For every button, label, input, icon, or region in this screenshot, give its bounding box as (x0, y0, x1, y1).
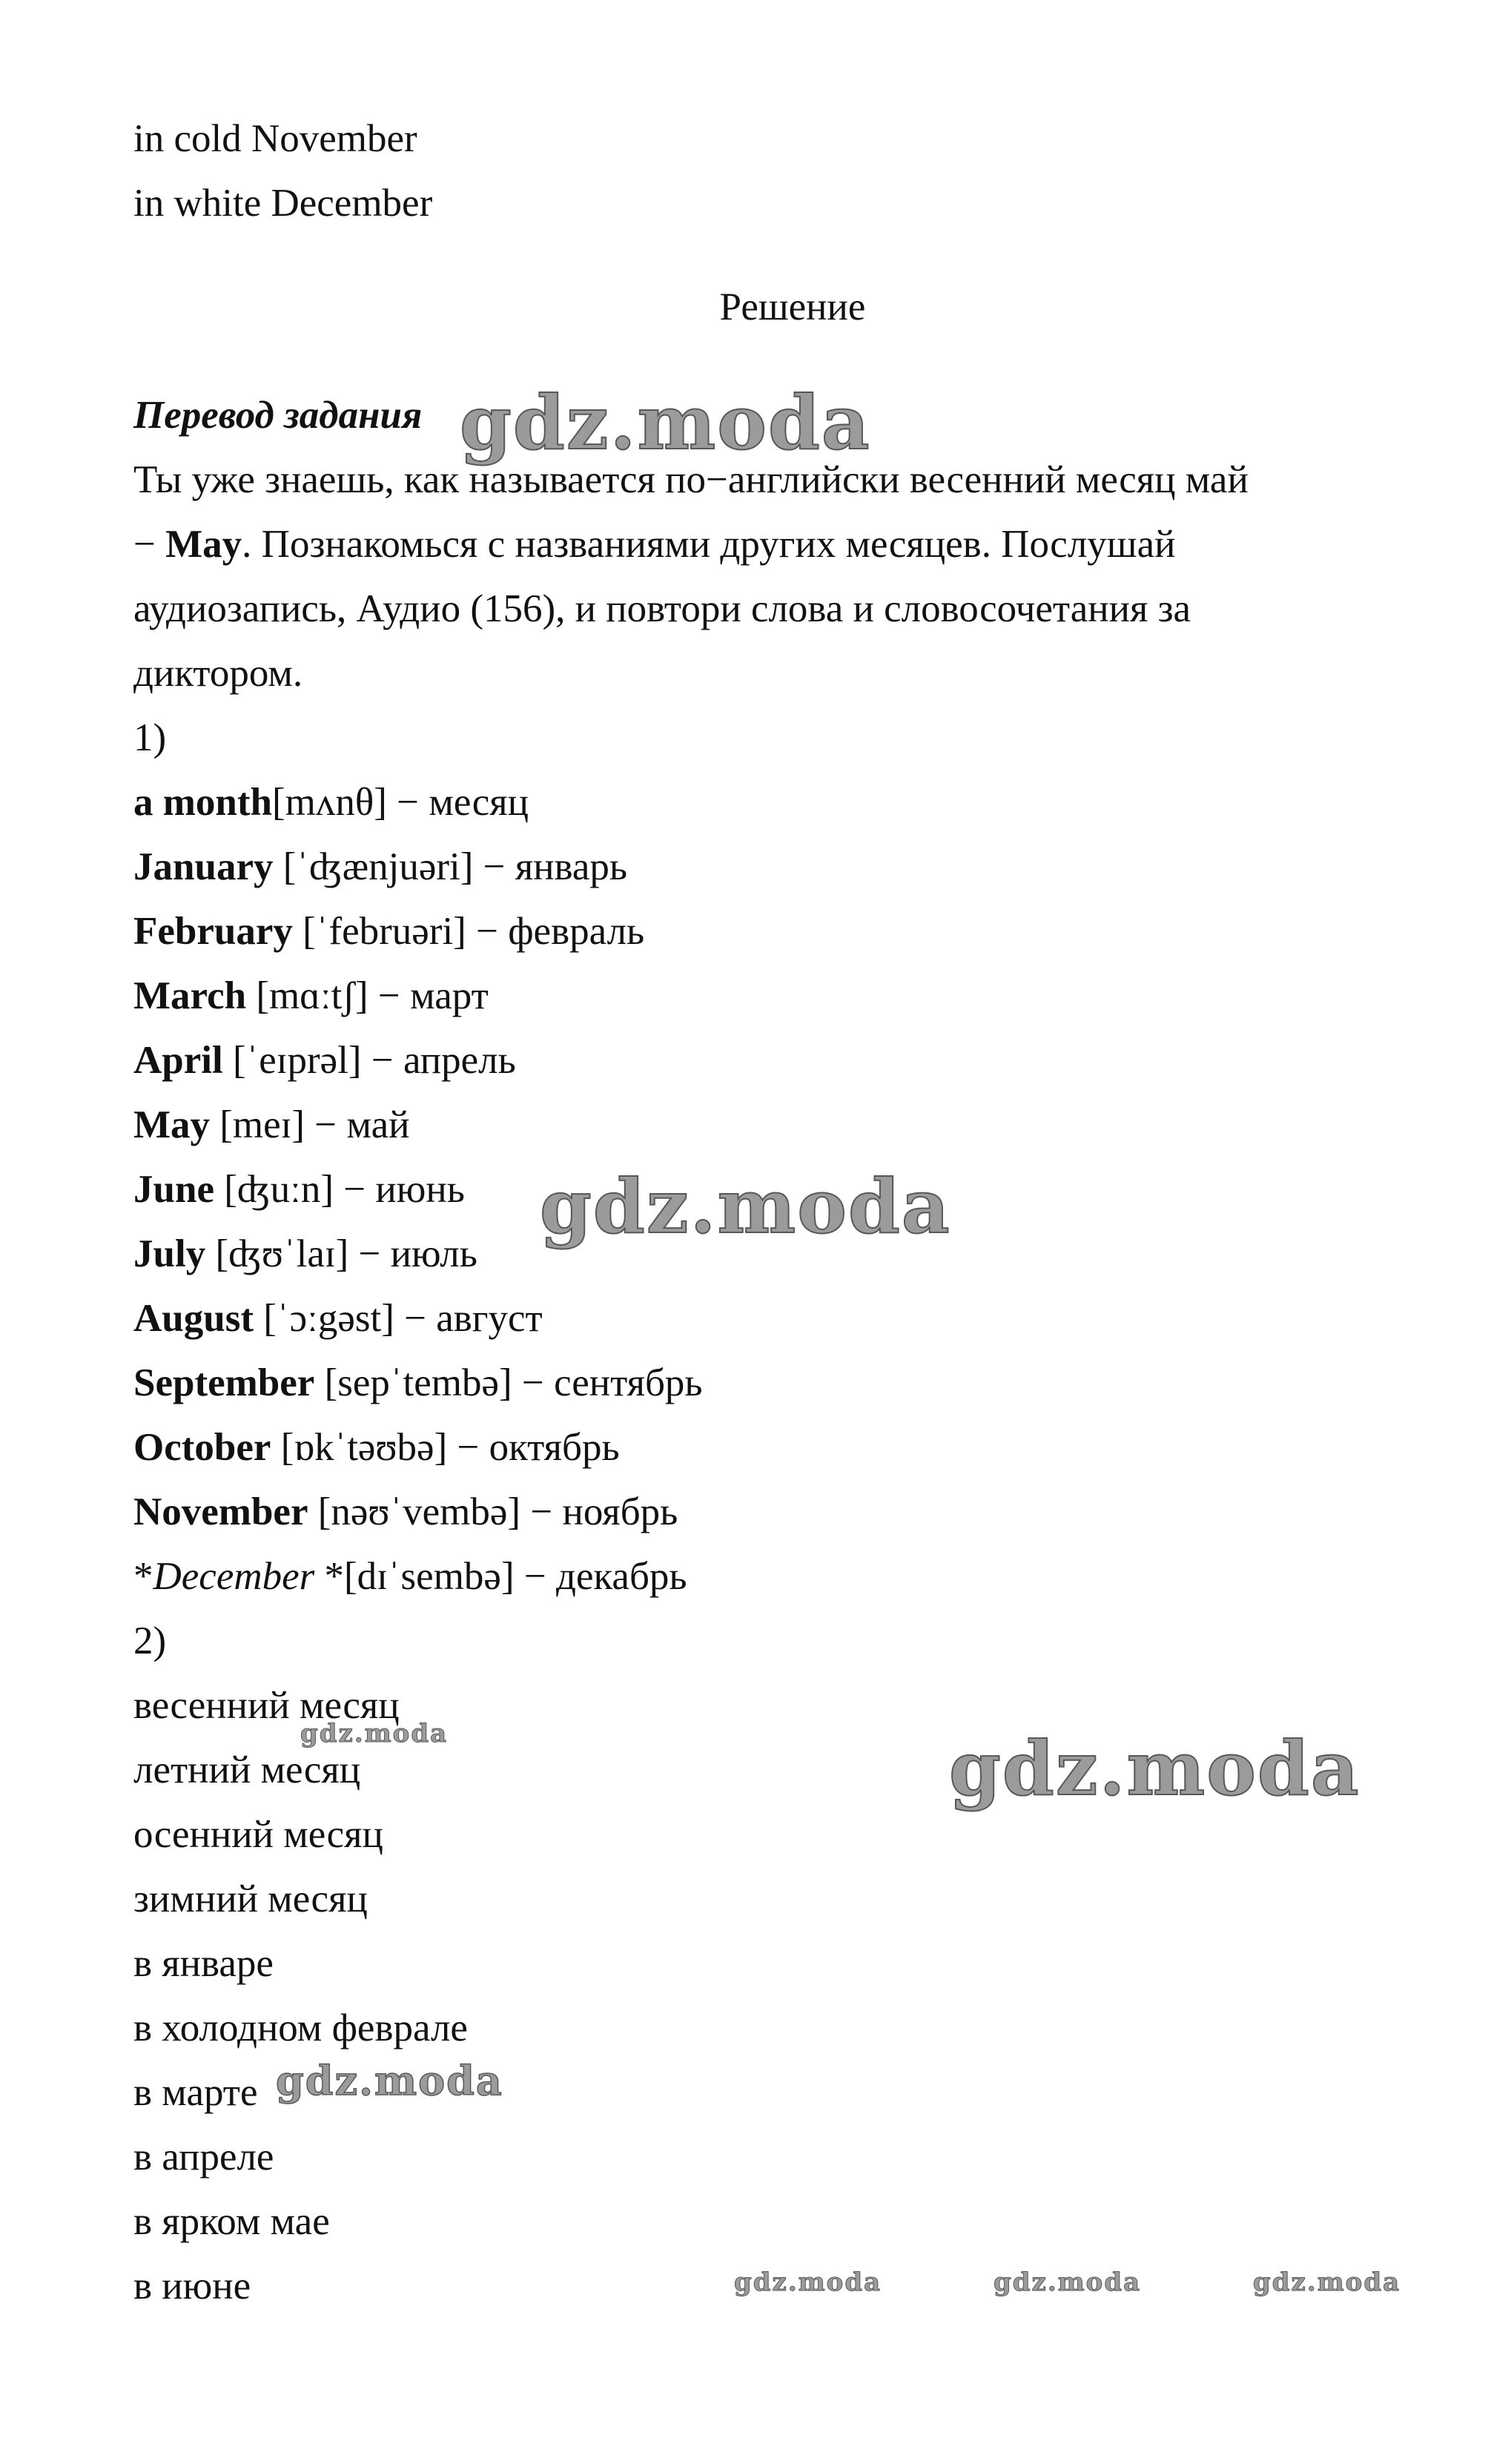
vocab-transcription: [mɑːtʃ] − март (246, 974, 489, 1017)
watermark: gdz.moda (460, 379, 871, 466)
vocab-word: March (133, 974, 247, 1017)
vocab-entry (133, 1425, 620, 1470)
intro-line: in cold November (133, 117, 417, 160)
vocab-transcription: *[dɪˈsembə] − декабрь (314, 1555, 687, 1598)
phrase-item: в январе (133, 1942, 274, 1985)
phrase-item: весенний месяц (133, 1684, 400, 1727)
vocab-word: June (133, 1168, 214, 1211)
intro-line: in white December (133, 182, 433, 225)
vocab-transcription: [nəʊˈvembə] − ноябрь (308, 1490, 678, 1533)
vocab-transcription: [ʤʊˈlaɪ] − июль (205, 1232, 477, 1275)
vocab-word: May (133, 1103, 211, 1146)
vocab-word: July (133, 1232, 206, 1275)
vocab-transcription: [ˈɔːgəst] − август (254, 1297, 543, 1340)
translation-title: Перевод задания (133, 394, 423, 437)
asterisk: * (133, 1555, 153, 1598)
vocab-transcription: [mʌnθ] − месяц (272, 781, 529, 824)
vocab-transcription: [ˈfebruəri] − февраль (292, 910, 645, 953)
vocab-entry (133, 1038, 516, 1083)
vocab-transcription: [meɪ] − май (210, 1103, 410, 1146)
watermark: gdz.moda (993, 2268, 1142, 2297)
vocab-transcription: [ˈeɪprəl] − апрель (222, 1039, 516, 1082)
watermark: gdz.moda (949, 1725, 1360, 1812)
vocab-word: January (133, 845, 274, 888)
vocab-entry (133, 1103, 410, 1147)
watermark: gdz.moda (540, 1163, 951, 1250)
vocab-word: October (133, 1426, 271, 1469)
vocab-entry (133, 1296, 543, 1341)
vocab-word: a month (133, 781, 273, 824)
vocab-word: April (133, 1039, 223, 1082)
phrase-item: в июне (133, 2265, 251, 2308)
phrase-item: в ярком мае (133, 2200, 330, 2243)
vocab-entry (133, 974, 489, 1018)
vocab-entry-december (133, 1554, 687, 1599)
phrase-item: летний месяц (133, 1748, 361, 1791)
vocab-entry (133, 1167, 465, 1212)
vocab-word: December (153, 1555, 315, 1598)
vocab-entry (133, 845, 627, 889)
watermark: gdz.moda (1253, 2268, 1401, 2297)
phrase-item: осенний месяц (133, 1813, 383, 1856)
paragraph-line: диктором. (133, 652, 303, 695)
vocab-word: September (133, 1361, 315, 1404)
paragraph-line: Ты уже знаешь, как называется по−английски весенний месяц май (133, 458, 1249, 501)
vocab-transcription: [ˈʤænjuəri] − январь (273, 845, 628, 888)
paragraph-line (133, 522, 1175, 567)
phrase-item: зимний месяц (133, 1877, 368, 1920)
watermark: gdz.moda (300, 1719, 449, 1748)
vocab-transcription: [ɒkˈtəʊbə] − октябрь (271, 1426, 620, 1469)
vocab-entry (133, 1490, 678, 1534)
phrase-item: в холодном феврале (133, 2006, 468, 2050)
vocab-transcription: [ʤuːn] − июнь (214, 1168, 465, 1211)
paragraph-line: аудиозапись, Аудио (156), и повтори слова и словосочетания за (133, 587, 1191, 630)
vocab-entry (133, 909, 644, 954)
vocab-transcription: [sepˈtembə] − сентябрь (314, 1361, 703, 1404)
paragraph-text: . Познакомься с названиями других месяцев. Послушай (242, 523, 1176, 566)
paragraph-dash: − (133, 523, 166, 566)
solution-heading: Решение (719, 285, 866, 328)
part-1-label: 1) (133, 716, 167, 759)
may-bold: May (165, 523, 242, 566)
vocab-word: November (133, 1490, 308, 1533)
vocab-word: August (133, 1297, 254, 1340)
phrase-item: в марте (133, 2071, 258, 2114)
part-2-label: 2) (133, 1619, 167, 1662)
vocab-entry (133, 1232, 477, 1276)
phrase-item: в апреле (133, 2136, 274, 2179)
watermark: gdz.moda (734, 2268, 882, 2297)
vocab-entry (133, 780, 529, 825)
watermark: gdz.moda (276, 2057, 503, 2104)
vocab-word: February (133, 910, 293, 953)
vocab-entry (133, 1361, 703, 1405)
